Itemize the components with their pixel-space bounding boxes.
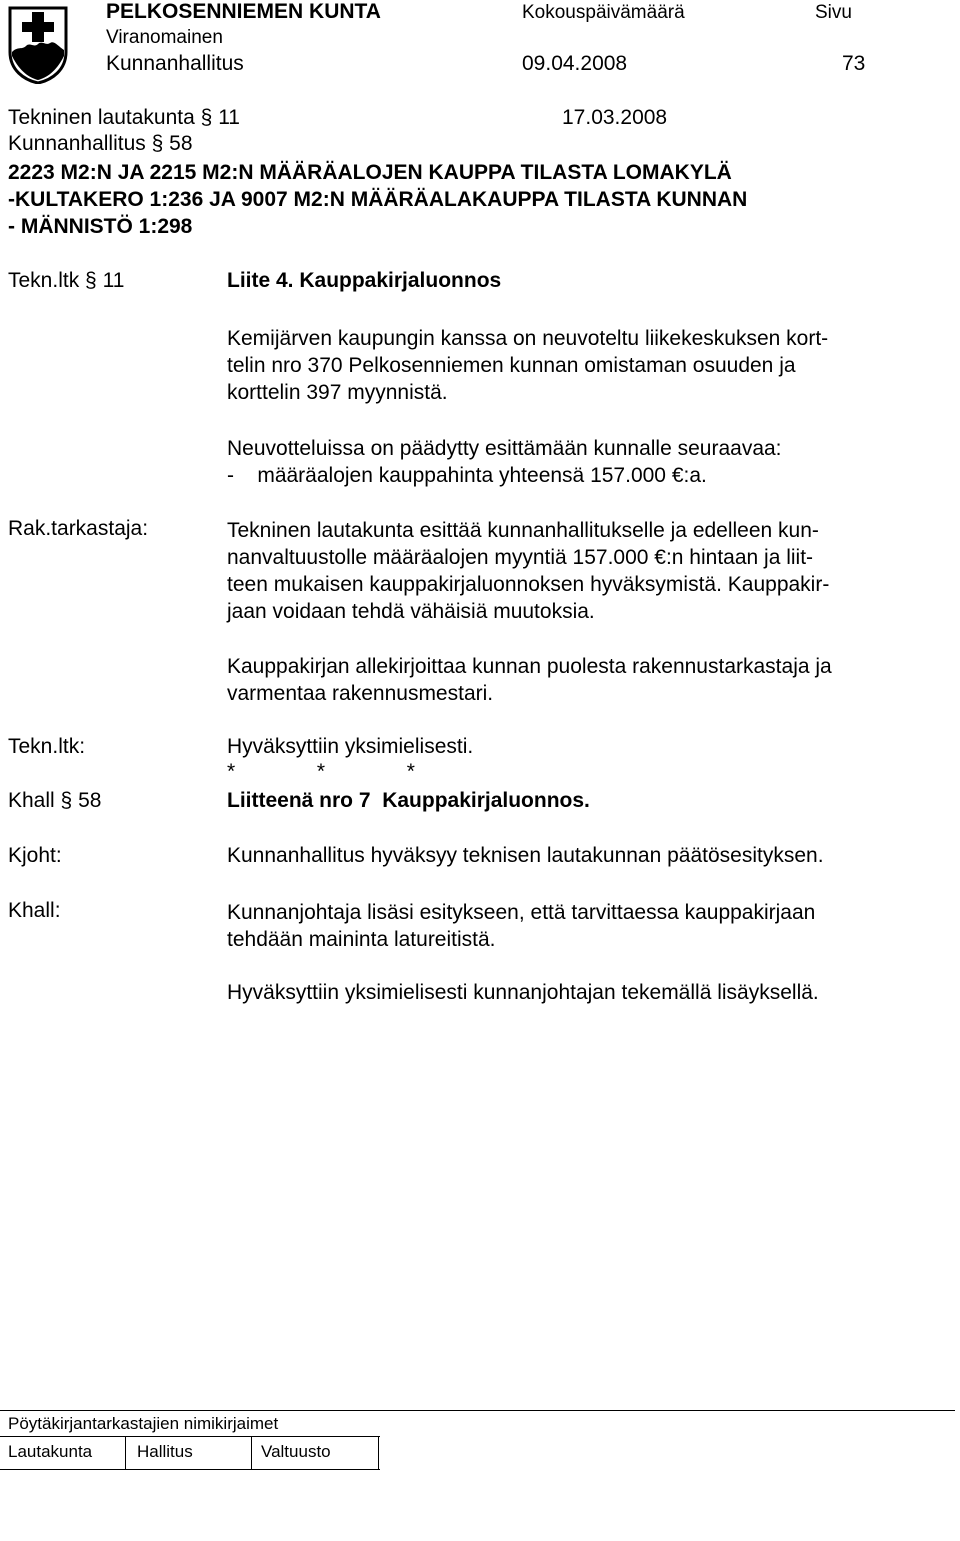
board-decision-label: Khall: xyxy=(8,899,61,922)
section-sign-icon: § xyxy=(151,132,164,155)
title-line: -KULTAKERO 1:236 JA 9007 M2:N MÄÄRÄALAKAUPPA TILASTA KUNNAN xyxy=(8,188,748,211)
authority-name: Kunnanhallitus xyxy=(106,52,244,75)
committee-date: 17.03.2008 xyxy=(562,106,668,129)
meeting-date-label: Kokouspäivämäärä xyxy=(522,2,685,23)
section-sign-icon: § xyxy=(200,106,213,129)
paragraph-signing: Kauppakirjan allekirjoittaa kunnan puolesta rakennustarkastaja ja varmentaa rakennusmestari. xyxy=(227,655,832,705)
page-number: 73 xyxy=(842,52,866,75)
final-decision: Hyväksyttiin yksimielisesti kunnanjohtajan tekemällä lisäyksellä. xyxy=(227,981,819,1004)
paragraph-negotiations: Kemijärven kaupungin kanssa on neuvoteltu liikekeskuksen kort- telin nro 370 Pelkosenniemen kunnan omistaman osuuden ja korttelin 397 myynnistä. xyxy=(227,327,829,404)
section-sign-icon: § xyxy=(85,269,97,292)
title-line: 2223 M2:N JA 2215 M2:N MÄÄRÄALOJEN KAUPPA TILASTA LOMAKYLÄ xyxy=(8,161,732,184)
board-name: Kunnanhallitus xyxy=(8,132,146,155)
paragraph-committee-proposal: Tekninen lautakunta esittää kunnanhallitukselle ja edelleen kun- nanvaltuustolle määräalojen myyntiä 157.000 €:n hintaan ja liit- teen mukaisen kauppakirjaluonnoksen hyväksymistä. Kauppakir- jaan voidaan tehdä vähäisiä muutoksia. xyxy=(227,519,830,623)
initials-cell-council: Valtuusto xyxy=(251,1437,379,1469)
initials-cell-board: Hallitus xyxy=(125,1437,252,1469)
attachment-heading: Liite 4. Kauppakirjaluonnos xyxy=(227,269,502,292)
separator-asterisks: * * * xyxy=(227,760,415,783)
decision-label-tekn: Tekn.ltk: xyxy=(8,735,86,758)
footer-title: Pöytäkirjantarkastajien nimikirjaimet xyxy=(8,1414,279,1433)
organization-name: PELKOSENNIEMEN KUNTA xyxy=(106,0,381,23)
board-decision-text: Kunnanjohtaja lisäsi esitykseen, että tarvittaessa kauppakirjaan tehdään maininta latureitistä. xyxy=(227,901,816,951)
committee-reference xyxy=(8,106,240,130)
board-section: 58 xyxy=(169,132,193,155)
initials-table xyxy=(0,1436,380,1470)
paragraph-proposal: Neuvotteluissa on päädytty esittämään kunnalle seuraavaa: - määräalojen kauppahinta yhteensä 157.000 €:a. xyxy=(227,437,782,487)
footer-divider xyxy=(0,1410,955,1411)
committee-section: 11 xyxy=(218,106,240,129)
item-title xyxy=(8,159,747,240)
authority-label: Viranomainen xyxy=(106,27,223,48)
section-label-tekn: Tekn.ltk § 11 xyxy=(8,269,125,292)
mayor-proposal-text: Kunnanhallitus hyväksyy teknisen lautakunnan päätösesityksen. xyxy=(227,844,824,867)
mayor-proposal-label: Kjoht: xyxy=(8,844,62,867)
page-label: Sivu xyxy=(815,2,852,23)
initials-cell-committee: Lautakunta xyxy=(0,1437,126,1469)
attachment-note: Liitteenä nro 7 Kauppakirjaluonnos. xyxy=(227,789,590,812)
committee-name: Tekninen lautakunta xyxy=(8,106,195,129)
title-line: - MÄNNISTÖ 1:298 xyxy=(8,215,193,238)
building-inspector-label: Rak.tarkastaja: xyxy=(8,517,149,540)
board-reference xyxy=(8,132,193,156)
municipal-coat-of-arms-icon xyxy=(8,6,68,84)
meeting-date: 09.04.2008 xyxy=(522,52,628,75)
section-sign-icon: § xyxy=(60,789,73,812)
section-label-khall: Khall § 58 xyxy=(8,789,102,812)
decision-text-tekn: Hyväksyttiin yksimielisesti. xyxy=(227,735,474,758)
